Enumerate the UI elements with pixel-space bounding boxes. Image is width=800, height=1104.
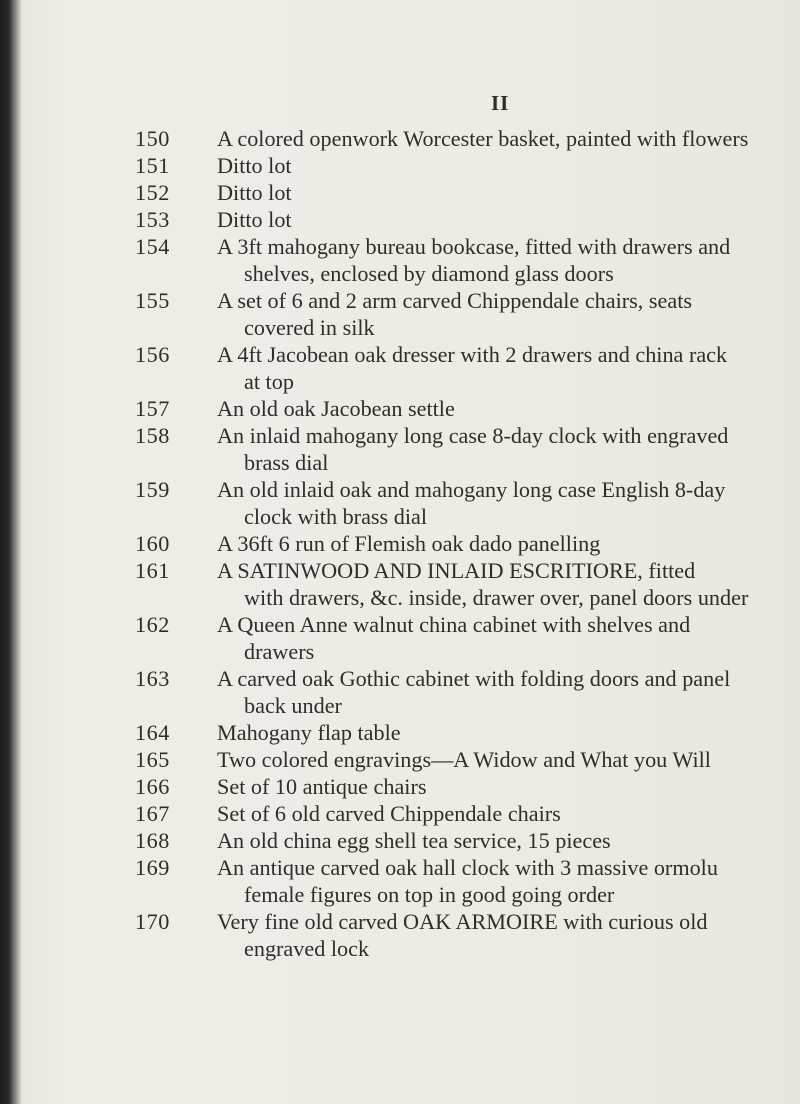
lot-number: 166 xyxy=(135,774,170,799)
lot-description-line: An antique carved oak hall clock with 3 massive ormolu xyxy=(217,855,718,880)
lot-number: 160 xyxy=(135,531,170,556)
lot-description-continuation: drawers xyxy=(244,639,315,664)
lot-description-continuation: covered in silk xyxy=(244,315,375,340)
lot-number: 168 xyxy=(135,828,170,853)
lot-list xyxy=(0,125,800,962)
lot-description xyxy=(217,125,779,152)
lot-description-line: An inlaid mahogany long case 8-day clock with engraved xyxy=(217,423,729,448)
lot-number: 164 xyxy=(135,720,170,745)
lot-description-line: Set of 6 old carved Chippendale chairs xyxy=(217,801,561,826)
lot-entry xyxy=(0,206,800,233)
lot-description-line: A 4ft Jacobean oak dresser with 2 drawers and china rack xyxy=(217,342,728,367)
lot-entry xyxy=(0,341,800,395)
lot-entry xyxy=(0,476,800,530)
lot-description xyxy=(217,800,779,827)
lot-entry xyxy=(0,827,800,854)
lot-description-line: Very fine old carved OAK ARMOIRE with curious old xyxy=(217,909,708,934)
lot-description-line: A colored openwork Worcester basket, painted with flowers xyxy=(217,126,749,151)
lot-description-line: A set of 6 and 2 arm carved Chippendale chairs, seats xyxy=(217,288,693,313)
lot-description xyxy=(217,719,779,746)
lot-number: 169 xyxy=(135,855,170,880)
lot-number: 158 xyxy=(135,423,170,448)
lot-description xyxy=(217,395,779,422)
lot-number: 155 xyxy=(135,288,170,313)
lot-entry xyxy=(0,152,800,179)
lot-description xyxy=(217,611,779,665)
lot-description xyxy=(217,206,779,233)
lot-number: 156 xyxy=(135,342,170,367)
lot-description xyxy=(217,908,779,962)
lot-description xyxy=(217,422,779,476)
lot-description xyxy=(217,827,779,854)
lot-description-line: Mahogany flap table xyxy=(217,720,401,745)
lot-number: 161 xyxy=(135,558,170,583)
lot-number: 152 xyxy=(135,180,170,205)
lot-entry xyxy=(0,908,800,962)
lot-number: 153 xyxy=(135,207,170,232)
lot-description-line: An old oak Jacobean settle xyxy=(217,396,455,421)
lot-description-line: An old china egg shell tea service, 15 pieces xyxy=(217,828,611,853)
lot-number: 151 xyxy=(135,153,170,178)
lot-entry xyxy=(0,854,800,908)
lot-entry xyxy=(0,611,800,665)
lot-description xyxy=(217,665,779,719)
lot-description xyxy=(217,152,779,179)
lot-number: 165 xyxy=(135,747,170,772)
lot-entry xyxy=(0,665,800,719)
lot-number: 167 xyxy=(135,801,170,826)
lot-description-line: A SATINWOOD AND INLAID ESCRITIORE, fitted xyxy=(217,558,696,583)
lot-entry xyxy=(0,179,800,206)
lot-number: 163 xyxy=(135,666,170,691)
lot-description-line: Two colored engravings—A Widow and What you Will xyxy=(217,747,711,772)
lot-entry xyxy=(0,530,800,557)
lot-description xyxy=(217,287,779,341)
lot-description-continuation: with drawers, &c. inside, drawer over, panel doors under xyxy=(244,585,749,610)
lot-number: 157 xyxy=(135,396,170,421)
lot-number: 162 xyxy=(135,612,170,637)
lot-number: 159 xyxy=(135,477,170,502)
lot-description-line: A Queen Anne walnut china cabinet with shelves and xyxy=(217,612,691,637)
lot-description-continuation: clock with brass dial xyxy=(244,504,428,529)
lot-description-continuation: brass dial xyxy=(244,450,329,475)
lot-description xyxy=(217,179,779,206)
lot-description-continuation: shelves, enclosed by diamond glass doors xyxy=(244,261,614,286)
lot-entry xyxy=(0,287,800,341)
lot-description-line: An old inlaid oak and mahogany long case English 8-day xyxy=(217,477,726,502)
lot-description-line: A 3ft mahogany bureau bookcase, fitted with drawers and xyxy=(217,234,731,259)
lot-description-line: Set of 10 antique chairs xyxy=(217,774,427,799)
lot-entry xyxy=(0,233,800,287)
lot-entry xyxy=(0,800,800,827)
lot-entry xyxy=(0,125,800,152)
lot-description-line: Ditto lot xyxy=(217,180,292,205)
lot-entry xyxy=(0,422,800,476)
lot-description xyxy=(217,854,779,908)
lot-entry xyxy=(0,719,800,746)
lot-entry xyxy=(0,395,800,422)
lot-entry xyxy=(0,773,800,800)
lot-description xyxy=(217,233,779,287)
lot-entry xyxy=(0,746,800,773)
page-number: II xyxy=(491,91,510,115)
lot-description xyxy=(217,530,779,557)
lot-entry xyxy=(0,557,800,611)
lot-description xyxy=(217,773,779,800)
lot-description-continuation: female figures on top in good going order xyxy=(244,882,615,907)
lot-description xyxy=(217,476,779,530)
lot-number: 170 xyxy=(135,909,170,934)
lot-description-continuation: back under xyxy=(244,693,342,718)
lot-number: 150 xyxy=(135,126,170,151)
lot-description-line: Ditto lot xyxy=(217,153,292,178)
lot-description-line: A carved oak Gothic cabinet with folding doors and panel xyxy=(217,666,731,691)
lot-number: 154 xyxy=(135,234,170,259)
lot-description-line: Ditto lot xyxy=(217,207,292,232)
lot-description-continuation: at top xyxy=(244,369,294,394)
lot-description xyxy=(217,557,779,611)
lot-description-continuation: engraved lock xyxy=(244,936,370,961)
lot-description xyxy=(217,746,779,773)
lot-description xyxy=(217,341,779,395)
lot-description-line: A 36ft 6 run of Flemish oak dado panelling xyxy=(217,531,601,556)
